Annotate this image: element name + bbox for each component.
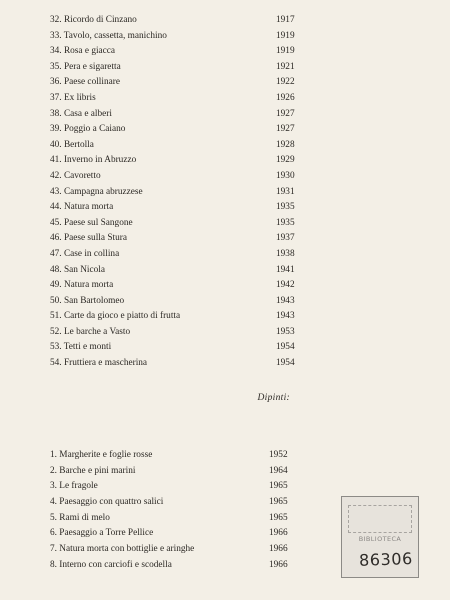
list-item bbox=[50, 153, 300, 169]
list-item bbox=[50, 185, 300, 201]
item-title: 39. Poggio a Caiano bbox=[50, 124, 126, 135]
list-item bbox=[50, 75, 300, 91]
item-year: 1964 bbox=[269, 465, 288, 476]
list-item bbox=[50, 511, 302, 527]
list-item bbox=[50, 216, 300, 232]
list-item bbox=[50, 122, 300, 138]
list-item bbox=[50, 169, 300, 185]
list-item bbox=[50, 542, 302, 558]
item-title: 7. Natura morta con bottiglie e aringhe bbox=[50, 544, 195, 555]
item-year: 1952 bbox=[269, 450, 288, 460]
list-item bbox=[50, 44, 300, 60]
item-year: 1917 bbox=[276, 15, 295, 25]
item-title: 37. Ex libris bbox=[50, 92, 96, 103]
item-title: 3. Le fragole bbox=[50, 481, 98, 492]
item-title: 51. Carte da gioco e piatto di frutta bbox=[50, 311, 181, 322]
item-year: 1938 bbox=[276, 248, 295, 259]
item-year: 1953 bbox=[276, 326, 295, 337]
list-item bbox=[50, 356, 300, 372]
item-title: 49. Natura morta bbox=[50, 280, 114, 291]
item-year: 1965 bbox=[269, 481, 288, 492]
item-year: 1937 bbox=[276, 233, 295, 244]
item-year: 1926 bbox=[276, 92, 295, 103]
section-title: Dipinti: bbox=[257, 393, 290, 403]
list-item bbox=[50, 495, 302, 511]
item-year: 1943 bbox=[276, 295, 295, 306]
item-year: 1965 bbox=[269, 512, 288, 523]
works-list bbox=[50, 13, 300, 372]
item-year: 1919 bbox=[276, 30, 295, 41]
item-title: 50. San Bartolomeo bbox=[50, 295, 125, 306]
item-title: 40. Bertolla bbox=[50, 139, 94, 150]
item-year: 1943 bbox=[276, 311, 295, 322]
item-year: 1927 bbox=[276, 124, 295, 135]
list-item bbox=[50, 448, 302, 464]
list-item bbox=[50, 294, 300, 310]
item-year: 1935 bbox=[276, 202, 295, 213]
item-year: 1929 bbox=[276, 155, 295, 166]
list-item bbox=[50, 479, 302, 495]
list-item bbox=[50, 526, 302, 542]
item-title: 36. Paese collinare bbox=[50, 77, 120, 88]
item-year: 1966 bbox=[269, 528, 288, 539]
item-title: 33. Tavolo, cassetta, manichino bbox=[50, 30, 167, 41]
item-title: 35. Pera e sigaretta bbox=[50, 61, 121, 72]
item-title: 6. Paesaggio a Torre Pellice bbox=[50, 528, 154, 539]
item-title: 34. Rosa e giacca bbox=[50, 46, 116, 57]
item-title: 5. Rami di melo bbox=[50, 512, 110, 523]
list-item bbox=[50, 60, 300, 76]
item-year: 1941 bbox=[276, 264, 295, 275]
item-title: 48. San Nicola bbox=[50, 264, 105, 275]
list-item bbox=[50, 558, 302, 574]
item-year: 1927 bbox=[276, 108, 295, 119]
item-title: 43. Campagna abruzzese bbox=[50, 186, 143, 197]
item-title: 45. Paese sul Sangone bbox=[50, 217, 133, 228]
list-item bbox=[50, 340, 300, 356]
item-title: 53. Tetti e monti bbox=[50, 342, 112, 353]
item-title: 4. Paesaggio con quattro salici bbox=[50, 497, 164, 508]
item-title: 52. Le barche a Vasto bbox=[50, 326, 131, 337]
item-year: 1935 bbox=[276, 217, 295, 228]
item-year: 1966 bbox=[269, 544, 288, 555]
paintings-list bbox=[50, 448, 302, 574]
item-year: 1928 bbox=[276, 139, 295, 150]
item-title: 1. Margherite e foglie rosse bbox=[50, 450, 153, 460]
list-item bbox=[50, 107, 300, 123]
item-title: 44. Natura morta bbox=[50, 202, 114, 213]
item-title: 2. Barche e pini marini bbox=[50, 465, 136, 476]
item-year: 1922 bbox=[276, 77, 295, 88]
item-year: 1966 bbox=[269, 559, 288, 570]
inventory-number: 86306 bbox=[358, 549, 414, 570]
list-item bbox=[50, 13, 300, 29]
list-item bbox=[50, 29, 300, 45]
item-year: 1921 bbox=[276, 61, 295, 72]
list-item bbox=[50, 91, 300, 107]
stamp-frame bbox=[348, 505, 412, 533]
list-item bbox=[50, 464, 302, 480]
list-item bbox=[50, 278, 300, 294]
item-title: 54. Fruttiera e mascherina bbox=[50, 358, 148, 369]
list-item bbox=[50, 325, 300, 341]
item-title: 38. Casa e alberi bbox=[50, 108, 112, 119]
stamp-text: BIBLIOTECA bbox=[358, 535, 402, 543]
item-year: 1930 bbox=[276, 170, 295, 181]
item-title: 42. Cavoretto bbox=[50, 170, 101, 181]
list-item bbox=[50, 200, 300, 216]
list-item bbox=[50, 263, 300, 279]
item-year: 1942 bbox=[276, 280, 295, 291]
item-year: 1931 bbox=[276, 186, 295, 197]
item-year: 1954 bbox=[276, 342, 295, 353]
list-item bbox=[50, 247, 300, 263]
item-title: 46. Paese sulla Stura bbox=[50, 233, 127, 244]
item-title: 47. Case in collina bbox=[50, 248, 120, 259]
list-item bbox=[50, 138, 300, 154]
item-year: 1954 bbox=[276, 358, 295, 369]
list-item bbox=[50, 309, 300, 325]
item-title: 32. Ricordo di Cinzano bbox=[50, 15, 137, 25]
item-title: 41. Inverno in Abruzzo bbox=[50, 155, 137, 166]
item-title: 8. Interno con carciofi e scodella bbox=[50, 559, 172, 570]
item-year: 1965 bbox=[269, 497, 288, 508]
item-year: 1919 bbox=[276, 46, 295, 57]
list-item bbox=[50, 231, 300, 247]
